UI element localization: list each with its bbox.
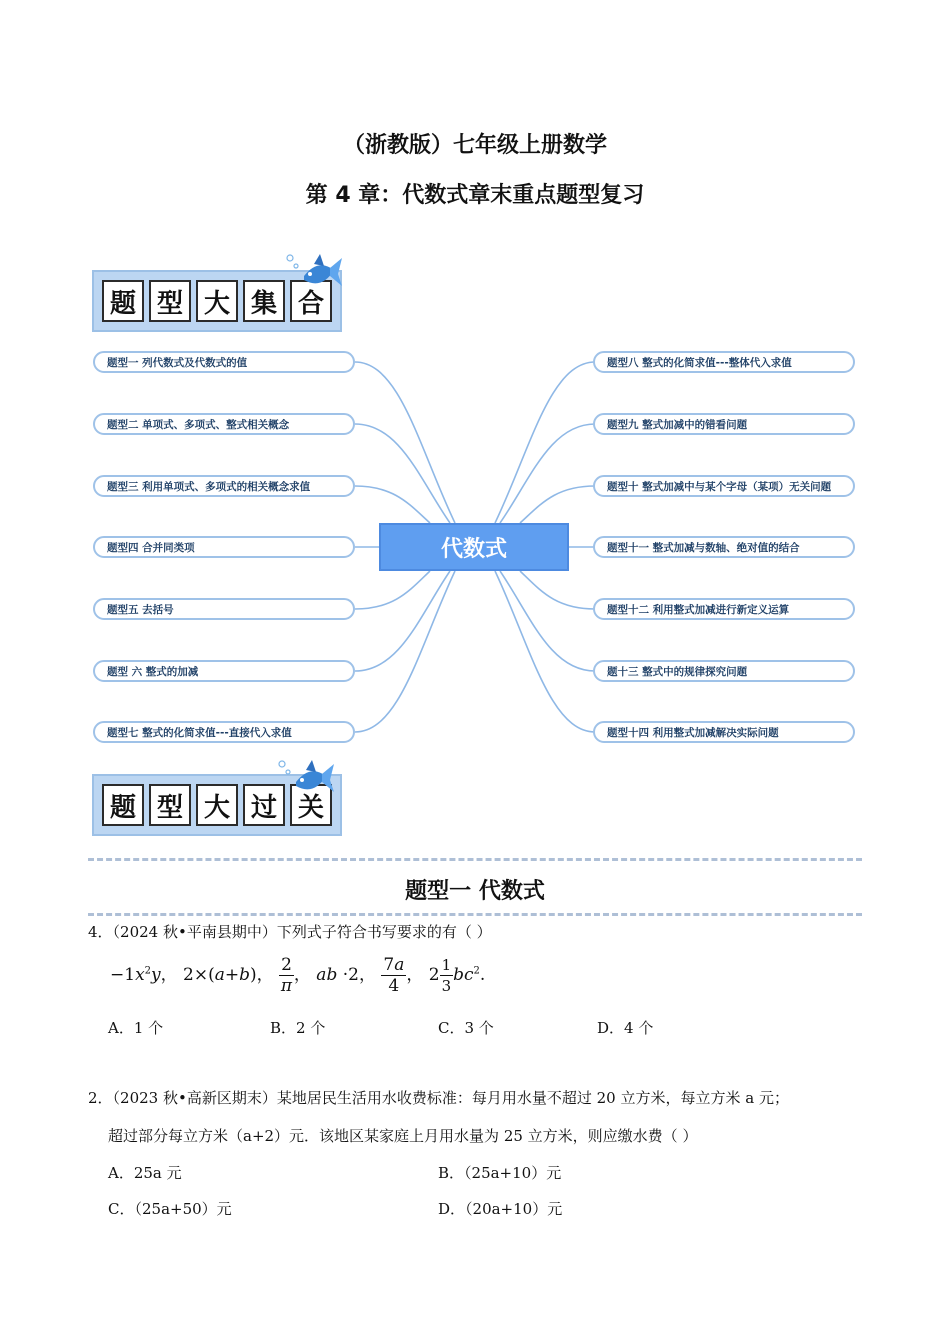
banner-char: 大 [196,280,238,322]
mindmap-node-right: 题十三 整式中的规律探究问题 [593,660,855,682]
banner-char: 型 [149,784,191,826]
mindmap-node-right: 题型十 整式加减中与某个字母（某项）无关问题 [593,475,855,497]
mindmap-node-left: 题型五 去括号 [93,598,355,620]
mindmap-node-right: 题型八 整式的化简求值---整体代入求值 [593,351,855,373]
banner-char: 关 [290,784,332,826]
mindmap-node-right: 题型十一 整式加减与数轴、绝对值的结合 [593,536,855,558]
page-title: （浙教版）七年级上册数学 [342,133,607,158]
mindmap-node-left: 题型四 合并同类项 [93,536,355,558]
option-b: B．（25a+10）元 [438,1164,562,1182]
page-subtitle: 第 4 章：代数式章末重点题型复习 [305,183,645,208]
question-stem-continued: 超过部分每立方米（a+2）元．该地区某家庭上月用水量为 25 立方米，则应缴水费（ ） [108,1127,698,1145]
question-stem: 2．（2023 秋•高新区期末）某地居民生活用水收费标准：每月用水量不超过 20 立方米，每立方米 a 元； [88,1089,789,1107]
fish-icon [274,756,336,804]
section-divider-bottom [88,913,862,916]
banner-char: 合 [290,280,332,322]
mindmap-node-left: 题型二 单项式、多项式、整式相关概念 [93,413,355,435]
question-expressions: $-1x^2y$， 2×(a+b)， $\frac{2}{\pi}$ ， ab ·2， $\frac{7a}{4}$ ， 2 $\frac{1}{3}$ $bc^2$. [110,955,486,996]
banner-char: 型 [149,280,191,322]
mindmap-node-left: 题型 六 整式的加减 [93,660,355,682]
option-a: A．25a 元 [108,1164,182,1182]
option-d: D．4 个 [597,1019,654,1037]
option-c: C．3 个 [438,1019,494,1037]
mindmap-center-node: 代数式 [379,523,569,571]
mindmap-node-left: 题型一 列代数式及代数式的值 [93,351,355,373]
mindmap-node-right: 题型九 整式加减中的错看问题 [593,413,855,435]
option-d: D．（20a+10）元 [438,1200,563,1218]
banner-char: 题 [102,784,144,826]
mindmap-node-left: 题型七 整式的化简求值---直接代入求值 [93,721,355,743]
banner-char: 大 [196,784,238,826]
option-b: B．2 个 [270,1019,326,1037]
section-title: 题型一 代数式 [405,878,545,904]
banner-char: 集 [243,280,285,322]
section-divider-top [88,858,862,861]
banner-char: 过 [243,784,285,826]
option-c: C．（25a+50）元 [108,1200,232,1218]
banner-char: 题 [102,280,144,322]
mindmap-node-right: 题型十二 利用整式加减进行新定义运算 [593,598,855,620]
mindmap-node-right: 题型十四 利用整式加减解决实际问题 [593,721,855,743]
option-a: A．1 个 [108,1019,164,1037]
mindmap-node-left: 题型三 利用单项式、多项式的相关概念求值 [93,475,355,497]
question-stem: 4．（2024 秋•平南县期中）下列式子符合书写要求的有（ ） [88,923,492,941]
